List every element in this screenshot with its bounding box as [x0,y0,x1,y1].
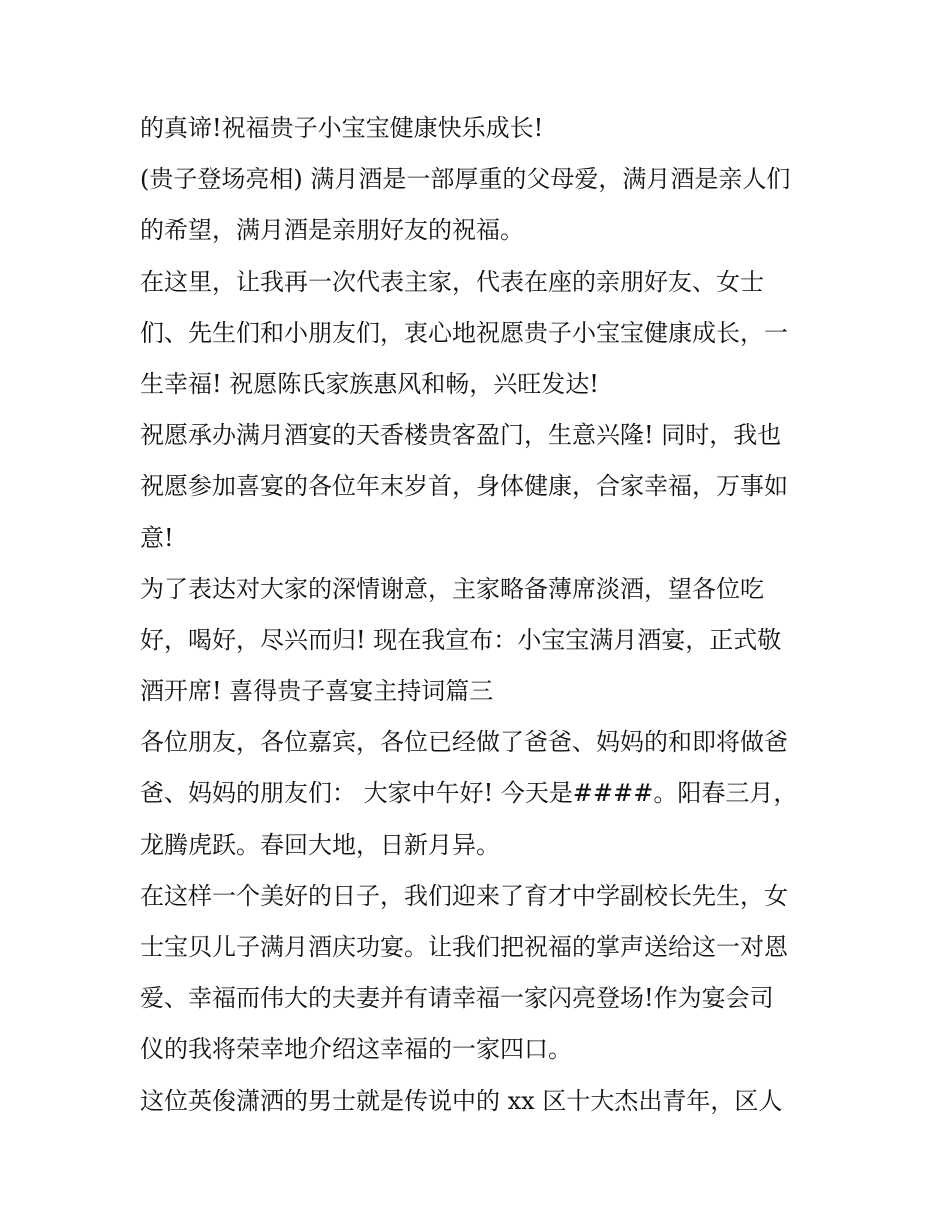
text-line: 这位英俊潇洒的男士就是传说中的 xx 区十大杰出青年，区人 [140,1086,783,1115]
text-line: 们、先生们和小朋友们，衷心地祝愿贵子小宝宝健康成长，一 [140,318,788,347]
text-line: 的真谛!祝福贵子小宝宝健康快乐成长! [140,114,544,142]
text-line: 的希望，满月酒是亲朋好友的祝福。 [140,216,524,245]
text-line: 在这样一个美好的日子，我们迎来了育才中学副校长先生，女 [140,881,788,910]
document-body-text [140,103,820,1127]
text-line: 意! [140,523,174,552]
text-line: 仪的我将荣幸地介绍这幸福的一家四口。 [140,1035,572,1064]
text-line: 各位朋友，各位嘉宾，各位已经做了爸爸、妈妈的和即将做爸 [140,728,788,757]
text-line: 生幸福! 祝愿陈氏家族惠风和畅，兴旺发达! [140,369,599,398]
text-line: 祝愿承办满月酒宴的天香楼贵客盈门，生意兴隆! 同时，我也 [140,421,782,450]
text-line: 好，喝好，尽兴而归! 现在我宣布：小宝宝满月酒宴，正式敬 [140,625,782,654]
text-line: 爱、幸福而伟大的夫妻并有请幸福一家闪亮登场!作为宴会司 [140,984,774,1013]
text-line: 士宝贝儿子满月酒庆功宴。让我们把祝福的掌声送给这一对恩 [140,933,788,961]
text-line: 为了表达对大家的深情谢意，主家略备薄席淡酒，望各位吃 [140,574,764,603]
text-line: (贵子登场亮相) 满月酒是一部厚重的父母爱，满月酒是亲人们 [140,165,791,194]
text-line: 祝愿参加喜宴的各位年末岁首，身体健康，合家幸福，万事如 [140,472,788,501]
text-line: 酒开席! 喜得贵子喜宴主持词篇三 [140,677,494,706]
text-line: 爸、妈妈的朋友们： 大家中午好! 今天是####。阳春三月， [140,779,798,808]
text-line: 在这里，让我再一次代表主家，代表在座的亲朋好友、女士 [140,267,764,296]
text-line: 龙腾虎跃。春回大地，日新月异。 [140,830,500,859]
